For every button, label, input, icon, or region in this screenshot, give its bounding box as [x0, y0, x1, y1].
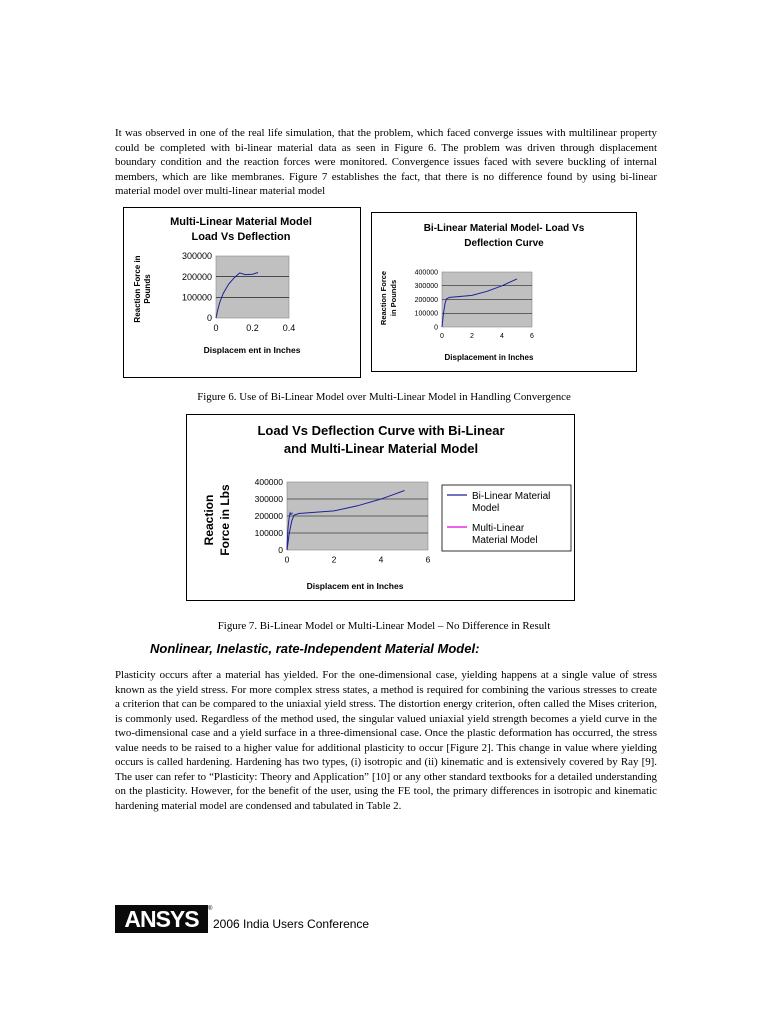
x-axis-label: Displacem ent in Inches — [306, 581, 404, 591]
y-tick-label: 100000 — [181, 292, 212, 303]
x-tick-label: 4 — [500, 333, 504, 340]
x-tick-label: 0.2 — [246, 323, 259, 333]
chart-title-line-1: Multi-Linear Material Model — [170, 216, 312, 228]
plasticity-paragraph: Plasticity occurs after a material has yielded. For the one-dimensional case, yielding happens at a single value of stress known as the yield stress. For more complex stress states, a method is required for combining the various stresses to create a criterion that can be compared to the uniaxial yield stress. The distortion energy criterion, often called the Mises criterion, is commonly used. Regardless of the method used, the singular valued uniaxial yield strength becomes a yield curve in the two-dimensional case and a yield surface in a three-dimensional case. Once the plastic deformation has occurred, the stress value needs to be raised to a higher value for additional plasticity to occur [Figure 2]. This change in value where yielding occurs is called hardening. Hardening has two types, (i) isotropic and (ii) kinematic and is extensively covered by Ray [9]. The user can refer to “Plasticity: Theory and Application” [10] or any other standard textbooks for a detailed understanding on the plasticity. However, for the benefit of the user, using the FE tool, the primary differences in isotropic and kinematic hardening material model are condensed and tabulated in Table 2. — [115, 669, 657, 812]
y-tick-label: 100000 — [254, 527, 283, 538]
y-tick-label: 0 — [434, 324, 438, 332]
x-tick-label: 0 — [284, 554, 290, 565]
multilinear-chart — [123, 207, 361, 378]
y-tick-label: 300000 — [254, 493, 283, 504]
x-tick-label: 0 — [440, 333, 444, 340]
x-tick-label: 2 — [331, 554, 337, 565]
ansys-logo: ANSYS — [115, 905, 208, 933]
chart-title-line-1: Bi-Linear Material Model- Load Vs — [423, 223, 585, 234]
y-tick-label: 200000 — [254, 510, 283, 521]
legend-label-bilinear-line-1: Bi-Linear Material — [472, 491, 551, 502]
figure-7-caption: Figure 7. Bi-Linear Model or Multi-Linear Model – No Difference in Result — [217, 619, 551, 632]
y-tick-label: 300000 — [414, 283, 438, 291]
x-tick-label: 0 — [213, 323, 219, 333]
y-tick-label: 300000 — [181, 251, 212, 262]
x-tick-label: 0.4 — [282, 323, 296, 333]
x-axis-label: Displacement in Inches — [444, 353, 534, 362]
chart-title-line-2: Deflection Curve — [464, 238, 544, 249]
legend-label-multilinear-line-2: Material Model — [472, 535, 538, 546]
bilinear-chart — [371, 212, 637, 372]
y-tick-label: 0 — [206, 313, 212, 324]
legend — [442, 485, 571, 551]
legend-label-bilinear-line-2: Model — [472, 503, 500, 514]
section-heading: Nonlinear, Inelastic, rate-Independent Material Model: — [150, 641, 480, 656]
y-axis-label-line-1: Reaction Force — [379, 270, 388, 326]
figure-6-caption: Figure 6. Use of Bi-Linear Model over Multi-Linear Model in Handling Convergence — [197, 390, 571, 403]
y-axis-label-line-2: in Pounds — [389, 279, 398, 317]
conference-label: 2006 India Users Conference — [213, 917, 370, 931]
combined-chart — [186, 414, 575, 601]
combined-chart-svg — [187, 415, 574, 600]
x-tick-label: 6 — [425, 554, 431, 565]
y-tick-label: 200000 — [414, 296, 438, 304]
x-tick-label: 6 — [530, 333, 534, 340]
y-tick-label: 400000 — [414, 269, 438, 277]
registered-mark: ® — [208, 906, 213, 912]
intro-paragraph: It was observed in one of the real life simulation, that the problem, which faced converge issues with multilinear property could be completed with bi-linear material data as seen in Figure 6. The problem was driven through displacement boundary condition and the reaction forces were monitored. Convergence issues faced with severe buckling of internal members, which are like membranes. Figure 7 establishes the fact, that there is no difference found by using bi-linear material model over multi-linear material model — [115, 127, 657, 197]
y-axis-label-line-2: Force in Lbs — [218, 484, 232, 556]
y-tick-label: 100000 — [414, 310, 438, 318]
bilinear-chart-svg — [372, 213, 636, 371]
multilinear-chart-svg — [124, 208, 360, 377]
x-axis-label: Displacem ent in Inches — [203, 345, 301, 355]
y-axis-label-line-2: Pounds — [143, 274, 152, 304]
y-tick-label: 400000 — [254, 476, 283, 487]
y-tick-label: 200000 — [181, 271, 212, 282]
chart-title-line-2: Load Vs Deflection — [191, 231, 291, 243]
legend-label-multilinear-line-1: Multi-Linear — [472, 523, 525, 534]
x-tick-label: 4 — [378, 554, 384, 565]
y-axis-label-line-1: Reaction — [202, 494, 216, 546]
x-tick-label: 2 — [470, 333, 474, 340]
y-tick-label: 0 — [278, 544, 283, 555]
chart-title-line-2: and Multi-Linear Material Model — [283, 441, 479, 456]
y-axis-label-line-1: Reaction Force in — [133, 255, 142, 323]
chart-title-line-1: Load Vs Deflection Curve with Bi-Linear — [257, 423, 505, 438]
